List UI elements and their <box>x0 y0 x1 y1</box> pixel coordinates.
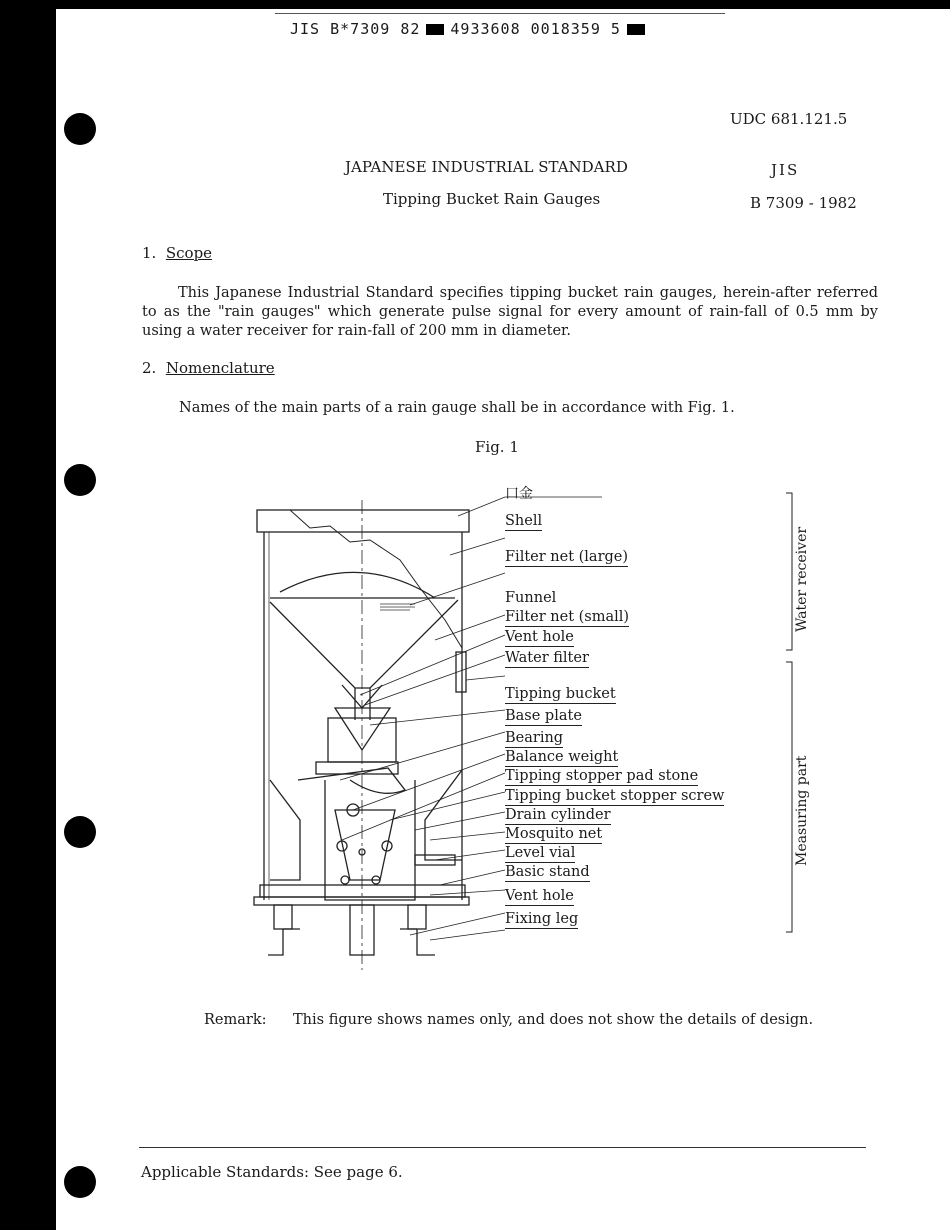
label-tipping-bucket: Tipping bucket <box>505 686 616 702</box>
section-2-title: Nomenclature <box>165 359 275 377</box>
label-tipping-stopper-pad-stone: Tipping stopper pad stone <box>505 768 699 784</box>
punch-hole <box>64 1166 96 1198</box>
label-filter-net-small: Filter net (small) <box>505 609 630 625</box>
scan-top-edge <box>0 0 950 9</box>
label-tipping-bucket-stopper-screw: Tipping bucket stopper screw <box>505 788 725 804</box>
label-drain-cylinder: Drain cylinder <box>505 807 611 823</box>
applicable-standards: Applicable Standards: See page 6. <box>141 1163 403 1181</box>
label-bearing: Bearing <box>505 730 564 746</box>
redaction-block <box>426 24 444 35</box>
section-1-heading <box>142 244 212 262</box>
label-basic-stand: Basic stand <box>505 864 590 880</box>
document-title: Tipping Bucket Rain Gauges <box>383 190 601 208</box>
label-level-vial: Level vial <box>505 845 576 861</box>
section-1-number: 1. <box>142 244 157 262</box>
group-water-receiver: Water receiver <box>794 526 810 632</box>
punch-hole <box>64 816 96 848</box>
label-funnel: Funnel <box>505 590 557 606</box>
label-base-plate: Base plate <box>505 708 582 724</box>
label-filter-net-large: Filter net (large) <box>505 549 629 565</box>
remark-label: Remark: <box>204 1012 267 1028</box>
footer-rule <box>139 1147 866 1148</box>
scan-left-edge <box>0 0 56 1230</box>
punch-hole <box>64 464 96 496</box>
label-vent-hole-lower: Vent hole <box>505 888 574 904</box>
punch-hole <box>64 113 96 145</box>
header-rule <box>275 13 725 14</box>
standard-title: JAPANESE INDUSTRIAL STANDARD <box>345 158 628 176</box>
page-header <box>290 20 651 38</box>
header-code-right: 4933608 0018359 5 <box>450 20 621 38</box>
label-water-filter: Water filter <box>505 650 589 666</box>
header-code-left: JIS B*7309 82 <box>290 20 421 38</box>
label-shell: Shell <box>505 513 543 529</box>
document-number: B 7309 - 1982 <box>750 194 857 212</box>
label-mosquito-net: Mosquito net <box>505 826 603 842</box>
redaction-block <box>627 24 645 35</box>
figure-caption: Fig. 1 <box>475 438 519 456</box>
label-vent-hole-upper: Vent hole <box>505 629 574 645</box>
bracket-water-receiver <box>786 493 792 650</box>
label-fixing-leg: Fixing leg <box>505 911 579 927</box>
group-measuring-part: Measuring part <box>794 755 810 866</box>
bracket-measuring-part <box>786 662 792 932</box>
section-2-heading <box>142 359 275 377</box>
section-1-text: This Japanese Industrial Standard specifies tipping bucket rain gauges, herein-after referred to as the "rain gauges" which generate pulse signal for every amount of rain-fall of 0.5 mm by using a water receiver for rain-fall of 200 mm in diameter. <box>142 285 878 339</box>
jis-mark: JIS <box>771 161 800 179</box>
section-2-number: 2. <box>142 359 157 377</box>
label-top-fitting: 口金 <box>505 486 533 502</box>
section-1-title: Scope <box>165 244 213 262</box>
section-2-text: Names of the main parts of a rain gauge shall be in accordance with Fig. 1. <box>179 400 735 416</box>
label-balance-weight: Balance weight <box>505 749 619 765</box>
udc-number: UDC 681.121.5 <box>730 110 848 128</box>
remark-text: This figure shows names only, and does not show the details of design. <box>293 1012 814 1028</box>
